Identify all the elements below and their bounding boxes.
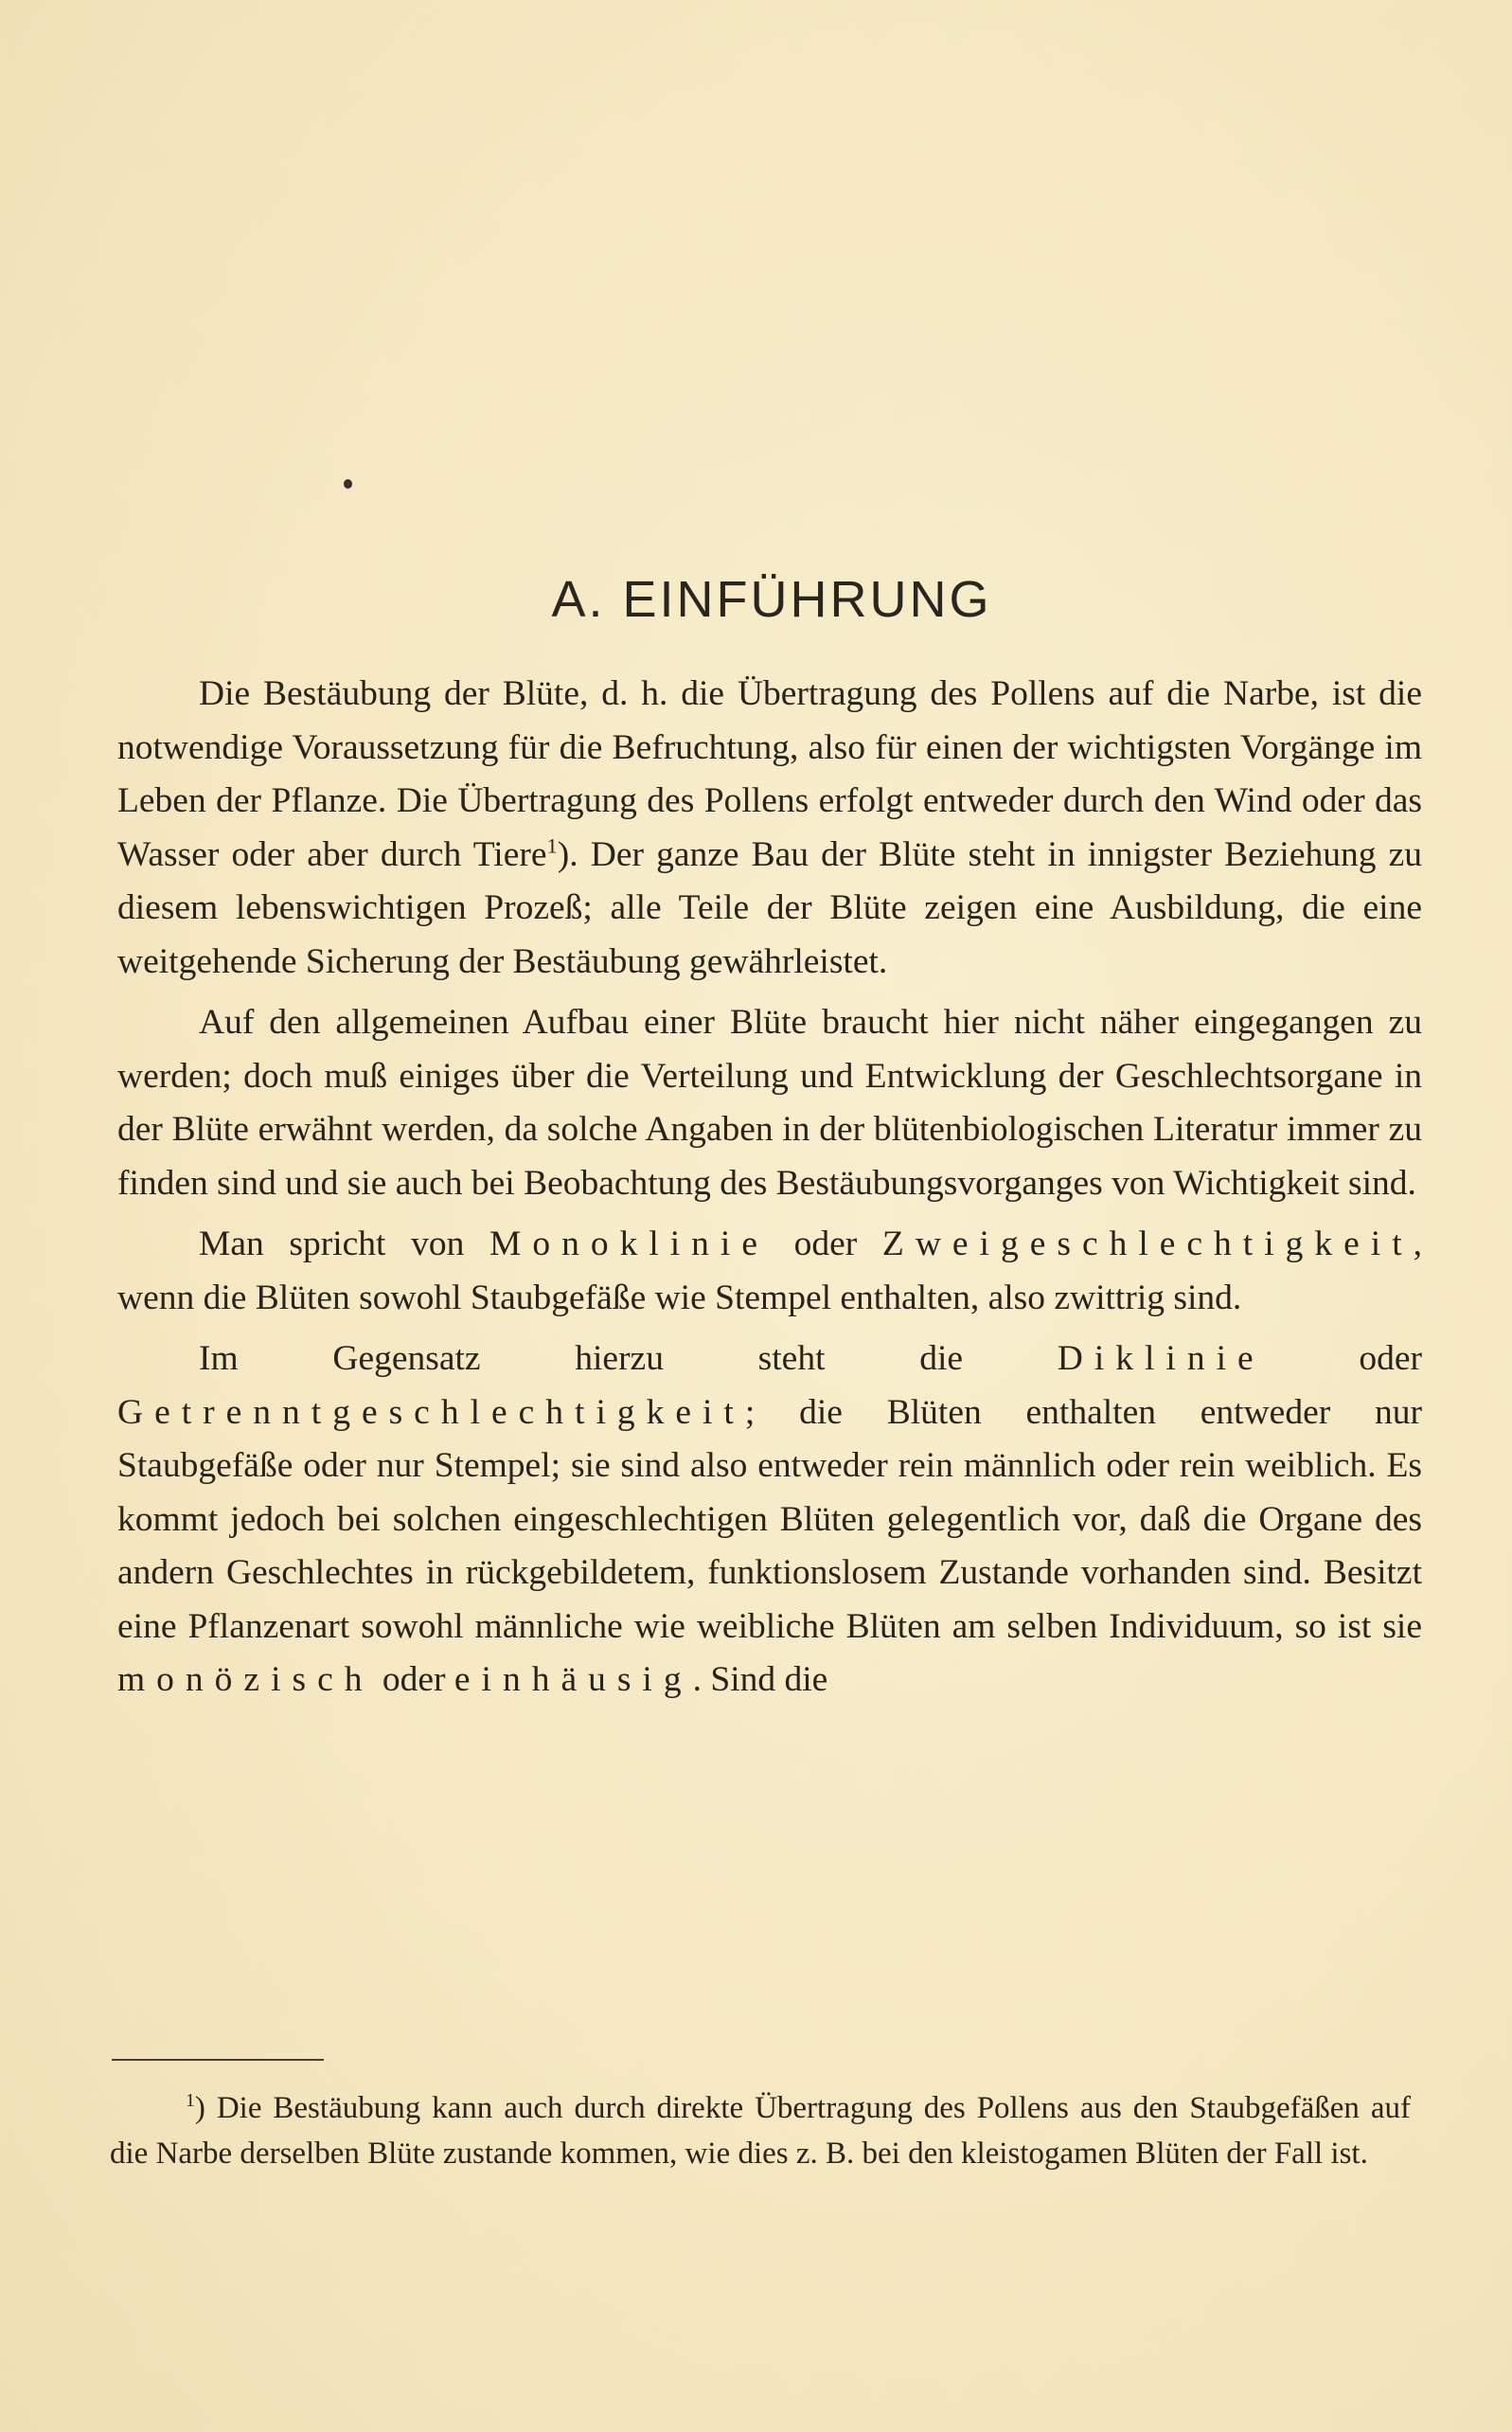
paragraph-4-text: oder: [373, 1660, 454, 1699]
paragraph-3-text: , wenn die Blüten sowohl Staubgefäße wie Stempel enthalten, also zwittrig sind.: [117, 1225, 1422, 1317]
footnote-text: Die Bestäubung kann auch durch direkte Übertragung des Pollens aus den Staubgefäßen auf die Narbe derselben Blüte zustande kommen, wie dies z. B. bei den kleistogamen Blüten der Fall ist.: [110, 2091, 1411, 2171]
footnote-marker: 1: [186, 2090, 195, 2111]
paragraph-1-text: Die Bestäubung der Blüte, d. h. die Übertragung des Pollens auf die Narbe, ist die notwendige Voraussetzung für die Befruchtung, also für einen der wichtigsten Vorgänge im Leben der Pflanze. Die Übertragung des Pollens erfolgt entweder durch den Wind oder das Wasser oder aber durch Tiere: [117, 674, 1422, 874]
paragraph-3-text: oder: [768, 1225, 882, 1263]
body-text: [117, 668, 1422, 1715]
paragraph-1-continuation: ). Der ganze Bau der Blüte steht in innigster Beziehung zu diesem lebenswichtigen Prozeß; alle Teile der Blüte zeigen eine Ausbildung, die eine weitgehende Sicherung der Bestäubung gewährleistet.: [117, 834, 1422, 981]
paragraph-4-text: ; die Blüten enthalten entweder nur Staubgefäße oder nur Stempel; sie sind also entweder rein männlich oder rein weiblich. Es kommt jedoch bei solchen eingeschlechtigen Blüten gelegentlich vor, daß die Organe des andern Geschlechtes in rückgebildetem, funktionslosem Zustande vorhanden sind. Besitzt eine Pflanzenart sowohl männliche wie weibliche Blüten am selben Individuum, so ist sie: [117, 1392, 1422, 1646]
paragraph-2: Auf den allgemeinen Aufbau einer Blüte braucht hier nicht näher eingegangen zu werden; doch muß einiges über die Verteilung und Entwicklung der Geschlechtsorgane in der Blüte erwähnt werden, da solche Angaben in der blütenbiologischen Literatur immer zu finden sind und sie auch bei Beobachtung des Bestäubungsvorganges von Wichtigkeit sind.: [117, 1003, 1422, 1203]
paragraph-4-text: Im Gegensatz hierzu steht die: [199, 1339, 1058, 1378]
term-zweigeschlechtigkeit: Zweigeschlechtigkeit: [881, 1225, 1414, 1263]
paragraph-4-text: . Sind die: [692, 1660, 828, 1699]
footnote: [110, 2085, 1411, 2176]
chapter-heading: A. EINFÜHRUNG: [551, 571, 992, 628]
paragraph-4-text: oder: [1264, 1339, 1422, 1378]
paragraph-1: [117, 668, 1422, 989]
paragraph-3-text: Man spricht von: [199, 1225, 489, 1263]
term-einhaeusig: einhäusig: [454, 1660, 693, 1699]
paragraph-3: [117, 1218, 1422, 1325]
footnote-reference[interactable]: 1: [546, 833, 558, 857]
ink-speck: [344, 479, 352, 489]
term-monoklinie: Monoklinie: [489, 1225, 769, 1263]
footnote-marker-paren: ): [194, 2091, 205, 2125]
term-diklinie: Diklinie: [1057, 1339, 1265, 1378]
paragraph-4: [117, 1332, 1422, 1708]
footnote-separator: [112, 2059, 324, 2061]
term-getrenntgeschlechtigkeit: Getrenntgeschlechtigkeit: [117, 1392, 745, 1432]
term-monoezisch: monözisch: [117, 1660, 374, 1699]
